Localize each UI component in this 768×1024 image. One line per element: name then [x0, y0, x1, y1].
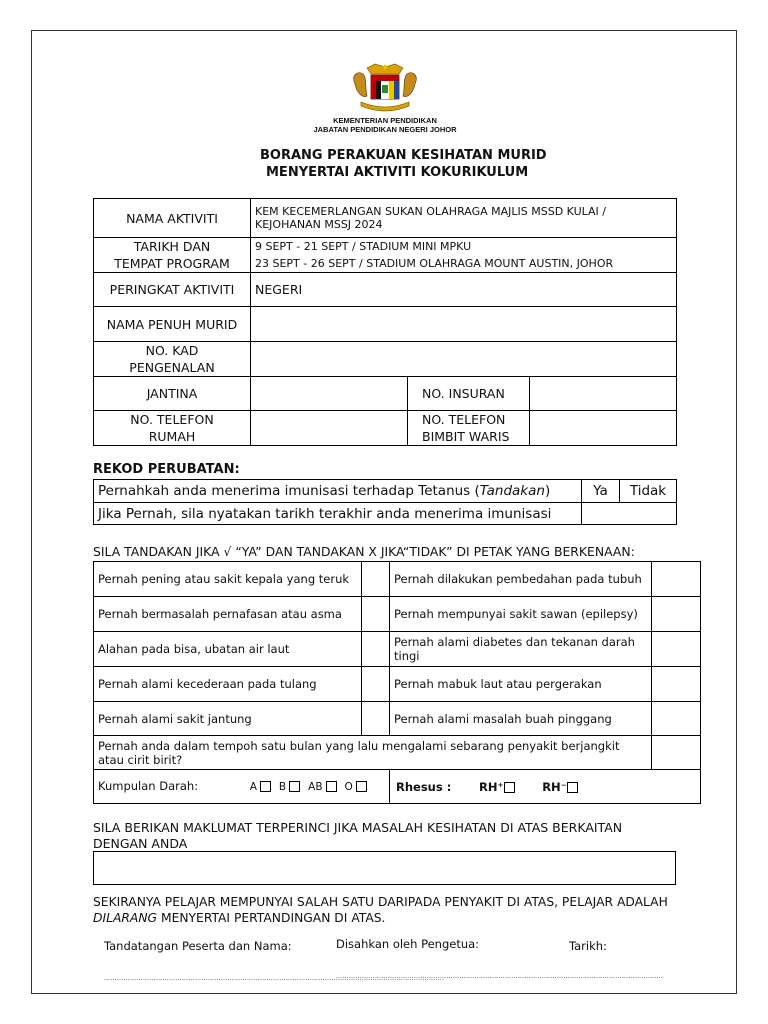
tetanus-question-tick-hint: Tandakan: [479, 483, 545, 499]
warning-line-2-rest: MENYERTAI PERTANDINGAN DI ATAS.: [157, 911, 386, 925]
tetanus-question: [94, 480, 582, 503]
condition-right: Pernah mabuk laut atau pergerakan: [390, 667, 652, 702]
date-place-value-line-1: 9 SEPT - 21 SEPT / STADIUM MINI MPKU: [255, 240, 472, 253]
level-label: PERINGKAT AKTIVITI: [94, 273, 251, 307]
condition-checkbox[interactable]: [652, 667, 701, 702]
ic-label: [94, 342, 251, 377]
table-row: [94, 411, 677, 446]
activity-value[interactable]: KEM KECEMERLANGAN SUKAN OLAHRAGA MAJLIS MSSD KULAI / KEJOHANAN MSSJ 2024: [251, 199, 677, 238]
blood-o-label: O: [344, 781, 353, 793]
rh-positive-label: RH⁺: [478, 779, 504, 794]
table-row: [94, 503, 677, 525]
condition-checkbox[interactable]: [362, 597, 390, 632]
date-place-value[interactable]: [251, 238, 677, 273]
table-row: [94, 342, 677, 377]
table-row: [94, 770, 701, 804]
home-phone-label-line-2: RUMAH: [148, 429, 196, 444]
table-row: [94, 199, 677, 238]
blood-ab-checkbox[interactable]: [326, 781, 337, 792]
rhesus-label: Rhesus :: [396, 779, 452, 794]
department-name: JABATAN PENDIDIKAN NEGERI JOHOR: [313, 125, 457, 134]
home-phone-label-line-1: NO. TELEFON: [130, 412, 214, 427]
date-place-value-line-2: 23 SEPT - 26 SEPT / STADIUM OLAHRAGA MOUNT AUSTIN, JOHOR: [255, 257, 614, 270]
ministry-name: KEMENTERIAN PENDIDIKAN: [333, 116, 437, 125]
tetanus-question-text: Pernahkah anda menerima imunisasi terhadap Tetanus (: [98, 483, 480, 499]
blood-o-checkbox[interactable]: [356, 781, 367, 792]
blood-group-row: [94, 770, 390, 804]
condition-left: Pernah alami kecederaan pada tulang: [94, 667, 362, 702]
ic-label-line-1: NO. KAD: [145, 343, 199, 358]
condition-checkbox[interactable]: [652, 562, 701, 597]
blood-b-checkbox[interactable]: [289, 781, 300, 792]
rhesus-row: [390, 770, 701, 804]
table-row: [94, 702, 701, 736]
form-title-line-2: MENYERTAI AKTIVITI KOKURIKULUM: [266, 165, 529, 180]
participant-signature-line[interactable]: ………………………………………………………………………………………………………………………………………….: [104, 975, 445, 982]
level-value[interactable]: NEGERI: [251, 273, 677, 307]
table-row: [94, 480, 677, 503]
warning-prohibited: DILARANG: [93, 911, 158, 925]
coat-of-arms-icon: [347, 62, 423, 114]
condition-checkbox[interactable]: [652, 597, 701, 632]
condition-checkbox[interactable]: [362, 667, 390, 702]
details-instruction: [93, 820, 622, 852]
form-title-line-1: BORANG PERAKUAN KESIHATAN MURID: [260, 148, 547, 163]
rh-negative-checkbox[interactable]: [567, 782, 578, 793]
condition-checkbox[interactable]: [652, 702, 701, 736]
warning-text: [93, 894, 668, 926]
tetanus-question-close: ): [544, 483, 551, 499]
blood-a-checkbox[interactable]: [260, 781, 271, 792]
table-row: [94, 377, 677, 411]
tetanus-no[interactable]: Tidak: [620, 480, 677, 503]
guardian-phone-label-line-1: NO. TELEFON: [422, 412, 506, 427]
full-name-field[interactable]: [251, 307, 677, 342]
gender-label: JANTINA: [94, 377, 251, 411]
health-checklist-table: [93, 561, 701, 804]
condition-checkbox[interactable]: [652, 632, 701, 667]
participant-signature-label: Tandatangan Peserta dan Nama:: [104, 939, 292, 953]
table-row: [94, 667, 701, 702]
condition-right: Pernah dilakukan pembedahan pada tubuh: [390, 562, 652, 597]
tetanus-yes[interactable]: Ya: [582, 480, 620, 503]
table-row: [94, 562, 701, 597]
condition-checkbox[interactable]: [652, 736, 701, 770]
date-place-label-line-1: TARIKH DAN: [133, 239, 211, 254]
health-details-field[interactable]: [93, 851, 676, 885]
home-phone-field[interactable]: [251, 411, 408, 446]
guardian-phone-field[interactable]: [530, 411, 677, 446]
warning-line-2: [93, 910, 668, 926]
date-place-label: [94, 238, 251, 273]
table-row: [94, 632, 701, 667]
gender-field[interactable]: [251, 377, 408, 411]
condition-left: Alahan pada bisa, ubatan air laut: [94, 632, 362, 667]
student-info-table: [93, 198, 677, 446]
table-row: [94, 307, 677, 342]
condition-left: Pernah bermasalah pernafasan atau asma: [94, 597, 362, 632]
principal-approval-label: Disahkan oleh Pengetua:: [336, 937, 480, 951]
blood-a-label: A: [249, 781, 257, 793]
blood-ab-label: AB: [308, 781, 323, 793]
guardian-phone-label-line-2: BIMBIT WARIS: [422, 429, 510, 444]
principal-signature-line[interactable]: …………………………………………………………………………………………………………………………………….: [336, 973, 664, 980]
ic-number-field[interactable]: [251, 342, 677, 377]
last-immunisation-question: Jika Pernah, sila nyatakan tarikh terakhir anda menerima imunisasi: [94, 503, 582, 525]
condition-left: Pernah pening atau sakit kepala yang teruk: [94, 562, 362, 597]
condition-right: Pernah mempunyai sakit sawan (epilepsy): [390, 597, 652, 632]
condition-checkbox[interactable]: [362, 702, 390, 736]
home-phone-label: [94, 411, 251, 446]
rh-positive-checkbox[interactable]: [504, 782, 515, 793]
blood-b-label: B: [278, 781, 287, 793]
condition-right: Pernah alami masalah buah pinggang: [390, 702, 652, 736]
insurance-label: NO. INSURAN: [408, 377, 530, 411]
last-immunisation-date-field[interactable]: [582, 503, 677, 525]
details-instruction-line-2: DENGAN ANDA: [93, 836, 188, 851]
guardian-phone-label: [408, 411, 530, 446]
immunisation-table: [93, 479, 677, 525]
warning-line-1: SEKIRANYA PELAJAR MEMPUNYAI SALAH SATU DARIPADA PENYAKIT DI ATAS, PELAJAR ADALAH: [93, 895, 668, 909]
date-label: Tarikh:: [569, 939, 607, 953]
infectious-disease-question: Pernah anda dalam tempoh satu bulan yang lalu mengalami sebarang penyakit berjangkit atau cirit birit?: [94, 736, 652, 770]
date-place-label-line-2: TEMPAT PROGRAM: [114, 256, 230, 271]
condition-checkbox[interactable]: [362, 562, 390, 597]
insurance-field[interactable]: [530, 377, 677, 411]
table-row: [94, 597, 701, 632]
activity-label: NAMA AKTIVITI: [94, 199, 251, 238]
rh-negative-label: RH⁻: [542, 779, 567, 794]
details-instruction-line-1: SILA BERIKAN MAKLUMAT TERPERINCI JIKA MASALAH KESIHATAN DI ATAS BERKAITAN: [93, 820, 623, 835]
table-row: [94, 736, 701, 770]
condition-left: Pernah alami sakit jantung: [94, 702, 362, 736]
condition-right: Pernah alami diabetes dan tekanan darah tingi: [390, 632, 652, 667]
full-name-label: NAMA PENUH MURID: [94, 307, 251, 342]
condition-checkbox[interactable]: [362, 632, 390, 667]
ic-label-line-2: PENGENALAN: [129, 360, 215, 375]
table-row: [94, 273, 677, 307]
blood-group-label: Kumpulan Darah:: [98, 779, 199, 793]
checklist-instruction: SILA TANDAKAN JIKA √ “YA” DAN TANDAKAN X JIKA“TIDAK” DI PETAK YANG BERKENAAN:: [93, 544, 635, 559]
medical-record-heading: REKOD PERUBATAN:: [93, 462, 240, 477]
table-row: [94, 238, 677, 273]
